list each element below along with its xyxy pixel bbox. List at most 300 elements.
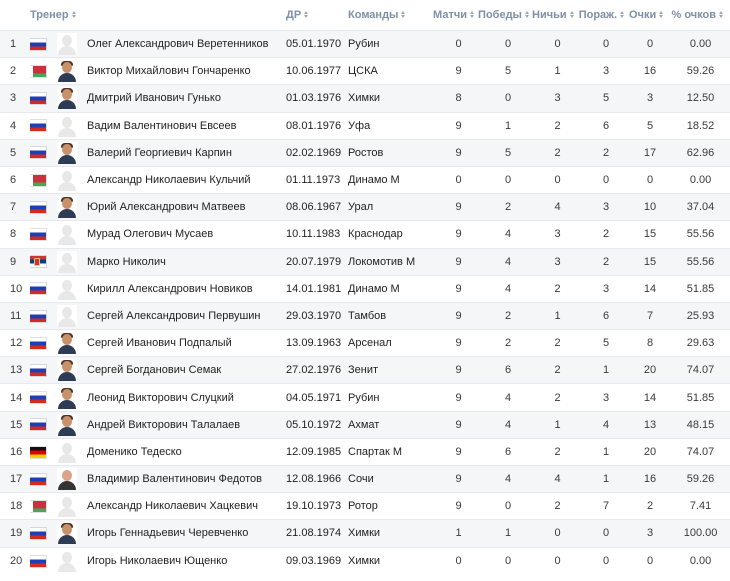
coach-name[interactable]: Игорь Николаевич Ющенко [87, 554, 228, 567]
wins-value: 4 [504, 228, 512, 241]
sort-icon [401, 11, 406, 18]
table-row[interactable] [0, 112, 730, 139]
wins-value: 6 [504, 364, 512, 377]
coach-dob: 02.02.1969 [286, 146, 342, 159]
draws-value: 4 [554, 201, 561, 214]
flag-ru-icon [30, 392, 46, 403]
matches-value: 9 [455, 255, 462, 268]
coach-team[interactable]: Динамо М [348, 282, 400, 295]
table-row[interactable] [0, 275, 730, 302]
coach-name[interactable]: Андрей Викторович Талалаев [87, 418, 241, 431]
coach-name[interactable]: Юрий Александрович Матвеев [87, 201, 246, 214]
avatar-placeholder-icon [57, 223, 77, 245]
points-value: 15 [643, 255, 657, 268]
avatar-placeholder-icon [57, 278, 77, 300]
header-losses[interactable]: Пораж. [577, 0, 629, 31]
avatar-cell [57, 248, 87, 275]
points-value: 15 [643, 228, 657, 241]
points-value: 16 [643, 473, 657, 486]
wins-value: 4 [504, 282, 512, 295]
losses-value: 4 [602, 418, 610, 431]
wins-value: 4 [504, 473, 512, 486]
coach-team[interactable]: Ахмат [348, 418, 380, 431]
coach-dob: 21.08.1974 [286, 527, 342, 540]
row-number: 15 [10, 418, 23, 431]
avatar-cell [57, 547, 87, 574]
pct-value: 55.56 [686, 255, 715, 268]
matches-value: 0 [455, 38, 462, 51]
draws-value: 2 [554, 337, 561, 350]
avatar-cell [57, 85, 87, 112]
row-number: 19 [10, 527, 23, 540]
coach-dob: 10.11.1983 [286, 228, 341, 241]
row-number: 20 [10, 554, 23, 567]
table-row[interactable] [0, 248, 730, 275]
coach-photo [57, 142, 77, 164]
avatar-cell [57, 520, 87, 547]
pct-value: 0.00 [689, 38, 712, 51]
flag-by-icon [30, 501, 46, 512]
avatar-cell [57, 221, 87, 248]
coach-team[interactable]: Ростов [348, 146, 384, 159]
points-value: 10 [643, 201, 657, 214]
points-value: 3 [646, 527, 654, 540]
coach-photo [57, 87, 77, 109]
losses-value: 3 [602, 282, 610, 295]
matches-value: 9 [455, 500, 462, 513]
avatar-cell [57, 384, 87, 411]
coach-team[interactable]: Зенит [348, 364, 379, 377]
matches-value: 9 [455, 282, 462, 295]
pct-value: 25.93 [686, 309, 715, 322]
coach-name[interactable]: Мурад Олегович Мусаев [87, 228, 214, 241]
coach-photo [57, 359, 77, 381]
flag-ru-icon [30, 202, 46, 213]
table-row[interactable] [0, 357, 730, 384]
draws-value: 2 [554, 282, 561, 295]
coach-team[interactable]: Локомотив М [348, 255, 416, 268]
avatar-placeholder-icon [57, 251, 77, 273]
pct-value: 37.04 [686, 201, 715, 214]
pct-value: 55.56 [686, 228, 715, 241]
coach-team[interactable]: Спартак М [348, 445, 402, 458]
points-value: 0 [646, 174, 654, 187]
wins-value: 0 [504, 92, 512, 105]
wins-value: 2 [504, 201, 512, 214]
matches-value: 9 [455, 445, 462, 458]
points-value: 0 [646, 38, 654, 51]
header-coach[interactable]: Тренер [30, 0, 286, 31]
coach-name[interactable]: Леонид Викторович Слуцкий [87, 391, 234, 404]
avatar-placeholder-icon [57, 550, 77, 572]
flag-rs-icon [30, 256, 46, 267]
row-number: 1 [10, 38, 17, 51]
coach-dob: 27.02.1976 [286, 364, 342, 377]
draws-value: 3 [554, 92, 561, 105]
pct-value: 100.00 [683, 527, 718, 540]
coach-dob: 01.03.1976 [286, 92, 342, 105]
coach-team[interactable]: ЦСКА [348, 65, 378, 78]
flag-cell [30, 31, 57, 58]
flag-cell [30, 221, 57, 248]
flag-cell [30, 166, 57, 193]
coach-dob: 12.09.1985 [286, 445, 342, 458]
table-row[interactable] [0, 330, 730, 357]
pct-value: 74.07 [686, 445, 715, 458]
coach-name[interactable]: Кирилл Александрович Новиков [87, 282, 253, 295]
row-number: 3 [10, 92, 17, 105]
flag-cell [30, 520, 57, 547]
coach-name[interactable]: Сергей Иванович Подпалый [87, 337, 232, 350]
wins-value: 0 [504, 500, 512, 513]
points-value: 0 [646, 554, 654, 567]
wins-value: 4 [504, 255, 512, 268]
pct-value: 0.00 [689, 554, 712, 567]
wins-value: 5 [504, 146, 512, 159]
coach-name[interactable]: Игорь Геннадьевич Черевченко [87, 527, 249, 540]
table-row[interactable] [0, 547, 730, 574]
flag-ru-icon [30, 311, 46, 322]
pct-value: 51.85 [686, 391, 715, 404]
coach-team[interactable]: Тамбов [348, 309, 387, 322]
avatar-cell [57, 112, 87, 139]
points-value: 14 [643, 282, 657, 295]
coach-photo [57, 522, 77, 544]
flag-ru-icon [30, 93, 46, 104]
flag-cell [30, 438, 57, 465]
coach-dob: 19.10.1973 [286, 500, 342, 513]
coach-name[interactable]: Марко Николич [87, 255, 166, 268]
avatar-placeholder-icon [57, 115, 77, 137]
coach-team[interactable]: Рубин [348, 38, 380, 51]
flag-ru-icon [30, 419, 46, 430]
table-row[interactable] [0, 194, 730, 221]
flag-cell [30, 384, 57, 411]
coach-dob: 10.06.1977 [286, 65, 342, 78]
points-value: 17 [643, 146, 657, 159]
draws-value: 4 [554, 473, 561, 486]
avatar-placeholder-icon [57, 33, 77, 55]
losses-value: 2 [602, 146, 610, 159]
losses-value: 0 [602, 527, 610, 540]
avatar-cell [57, 357, 87, 384]
draws-value: 1 [554, 309, 561, 322]
coach-team[interactable]: Ротор [348, 500, 378, 513]
avatar-cell [57, 493, 87, 520]
header-pct[interactable]: % очков [665, 0, 730, 31]
flag-cell [30, 58, 57, 85]
table-row[interactable] [0, 221, 730, 248]
coach-name[interactable]: Сергей Александрович Первушин [87, 309, 261, 322]
table-row[interactable] [0, 493, 730, 520]
flag-ru-icon [30, 365, 46, 376]
table-header [0, 0, 730, 31]
coach-team[interactable]: Динамо М [348, 174, 400, 187]
header-points[interactable]: Очки [629, 0, 665, 31]
draws-value: 2 [554, 146, 561, 159]
coach-name[interactable]: Владимир Валентинович Федотов [87, 473, 262, 486]
flag-ru-icon [30, 229, 46, 240]
wins-value: 2 [504, 337, 512, 350]
pct-value: 0.00 [689, 174, 712, 187]
matches-value: 1 [455, 527, 462, 540]
coach-team[interactable]: Краснодар [348, 228, 403, 241]
avatar-cell [57, 466, 87, 493]
flag-cell [30, 248, 57, 275]
matches-value: 9 [455, 119, 462, 132]
row-number: 17 [10, 473, 23, 486]
flag-ru-icon [30, 39, 46, 50]
flag-ru-icon [30, 556, 46, 567]
coach-name[interactable]: Дмитрий Иванович Гунько [87, 92, 221, 105]
flag-cell [30, 85, 57, 112]
row-number: 16 [10, 445, 23, 458]
matches-value: 9 [455, 473, 462, 486]
header-dob[interactable]: ДР [286, 0, 348, 31]
avatar-cell [57, 58, 87, 85]
coach-team[interactable]: Химки [348, 527, 381, 540]
points-value: 3 [646, 92, 654, 105]
coach-name[interactable]: Александр Николаевич Хацкевич [87, 500, 258, 513]
table-row[interactable] [0, 85, 730, 112]
row-number: 9 [10, 255, 17, 268]
wins-value: 2 [504, 309, 512, 322]
coach-dob: 29.03.1970 [286, 309, 342, 322]
coach-photo [57, 60, 77, 82]
losses-value: 6 [602, 309, 610, 322]
matches-value: 9 [455, 65, 462, 78]
coach-team[interactable]: Рубин [348, 391, 380, 404]
table-row[interactable] [0, 302, 730, 329]
coach-dob: 05.10.1972 [286, 418, 342, 431]
pct-value: 12.50 [686, 92, 715, 105]
flag-cell [30, 275, 57, 302]
table-row[interactable] [0, 466, 730, 493]
wins-value: 5 [504, 65, 512, 78]
row-number: 10 [10, 282, 23, 295]
row-number: 14 [10, 391, 23, 404]
table-row[interactable] [0, 166, 730, 193]
row-number: 4 [10, 119, 17, 132]
draws-value: 1 [554, 418, 561, 431]
losses-value: 1 [602, 364, 610, 377]
coach-photo [57, 414, 77, 436]
flag-cell [30, 547, 57, 574]
flag-by-icon [30, 175, 46, 186]
coach-dob: 09.03.1969 [286, 554, 342, 567]
wins-value: 4 [504, 391, 512, 404]
draws-value: 1 [554, 65, 561, 78]
pct-value: 74.07 [686, 364, 715, 377]
sort-icon [659, 11, 664, 18]
coach-dob: 20.07.1979 [286, 255, 342, 268]
avatar-placeholder-icon [57, 305, 77, 327]
avatar-cell [57, 330, 87, 357]
wins-value: 0 [504, 554, 512, 567]
avatar-placeholder-icon [57, 441, 77, 463]
coach-photo [57, 468, 77, 490]
points-value: 13 [643, 418, 657, 431]
row-number: 18 [10, 500, 23, 513]
coach-team[interactable]: Химки [348, 92, 381, 105]
sort-icon [304, 11, 309, 18]
coach-name[interactable]: Сергей Богданович Семак [87, 364, 222, 377]
coach-name[interactable]: Валерий Георгиевич Карпин [87, 146, 232, 159]
flag-cell [30, 139, 57, 166]
wins-value: 0 [504, 174, 512, 187]
flag-ru-icon [30, 283, 46, 294]
flag-cell [30, 411, 57, 438]
pct-value: 48.15 [686, 418, 715, 431]
draws-value: 2 [554, 500, 561, 513]
coach-name[interactable]: Олег Александрович Веретенников [87, 38, 269, 51]
draws-value: 2 [554, 391, 561, 404]
matches-value: 9 [455, 337, 462, 350]
coach-name[interactable]: Доменико Тедеско [87, 445, 182, 458]
matches-value: 0 [455, 554, 462, 567]
flag-cell [30, 112, 57, 139]
draws-value: 0 [554, 554, 561, 567]
flag-cell [30, 194, 57, 221]
matches-value: 9 [455, 146, 462, 159]
row-number: 13 [10, 364, 23, 377]
avatar-cell [57, 275, 87, 302]
header-matches[interactable]: Матчи [433, 0, 478, 31]
losses-value: 1 [602, 445, 610, 458]
row-number: 5 [10, 146, 17, 159]
pct-value: 59.26 [686, 65, 715, 78]
table-row[interactable] [0, 438, 730, 465]
avatar-cell [57, 166, 87, 193]
sort-icon [470, 11, 475, 18]
row-number: 12 [10, 337, 23, 350]
coach-team[interactable]: Химки [348, 554, 381, 567]
points-value: 20 [643, 445, 657, 458]
flag-cell [30, 466, 57, 493]
row-number: 6 [10, 174, 17, 187]
avatar-cell [57, 302, 87, 329]
pct-value: 7.41 [689, 500, 712, 513]
wins-value: 1 [504, 527, 512, 540]
flag-ru-icon [30, 474, 46, 485]
sort-icon [719, 11, 724, 18]
losses-value: 0 [602, 174, 610, 187]
avatar-cell [57, 194, 87, 221]
row-number: 11 [10, 309, 22, 322]
table-row[interactable] [0, 411, 730, 438]
table-row[interactable] [0, 58, 730, 85]
matches-value: 0 [455, 174, 462, 187]
flag-ru-icon [30, 528, 46, 539]
pct-value: 62.96 [686, 146, 715, 159]
losses-value: 0 [602, 38, 610, 51]
coach-name[interactable]: Вадим Валентинович Евсеев [87, 119, 237, 132]
coach-dob: 13.09.1963 [286, 337, 342, 350]
sort-icon [570, 11, 575, 18]
matches-value: 9 [455, 201, 462, 214]
avatar-placeholder-icon [57, 169, 77, 191]
matches-value: 8 [455, 92, 462, 105]
coach-dob: 08.01.1976 [286, 119, 342, 132]
flag-cell [30, 357, 57, 384]
coach-photo [57, 332, 77, 354]
draws-value: 0 [554, 38, 561, 51]
row-number: 2 [10, 65, 17, 78]
row-number: 7 [10, 201, 17, 214]
matches-value: 9 [455, 391, 462, 404]
sort-icon [620, 11, 625, 18]
flag-ru-icon [30, 147, 46, 158]
avatar-cell [57, 139, 87, 166]
matches-value: 9 [455, 364, 462, 377]
flag-cell [30, 493, 57, 520]
points-value: 8 [646, 337, 654, 350]
coach-dob: 14.01.1981 [286, 282, 342, 295]
sort-icon [72, 11, 77, 18]
points-value: 20 [643, 364, 657, 377]
matches-value: 9 [455, 418, 462, 431]
wins-value: 6 [504, 445, 512, 458]
coach-dob: 04.05.1971 [286, 391, 342, 404]
avatar-cell [57, 411, 87, 438]
coach-team[interactable]: Урал [348, 201, 374, 214]
coach-dob: 01.11.1973 [286, 174, 341, 187]
avatar-cell [57, 31, 87, 58]
losses-value: 7 [602, 500, 610, 513]
pct-value: 18.52 [686, 119, 715, 132]
points-value: 7 [646, 309, 654, 322]
coach-dob: 12.08.1966 [286, 473, 342, 486]
coach-team[interactable]: Арсенал [348, 337, 392, 350]
header-wins[interactable]: Победы [478, 0, 532, 31]
table-row[interactable] [0, 139, 730, 166]
pct-value: 51.85 [686, 282, 715, 295]
wins-value: 0 [504, 38, 512, 51]
losses-value: 3 [602, 391, 610, 404]
pct-value: 29.63 [686, 337, 715, 350]
draws-value: 3 [554, 228, 561, 241]
coach-photo [57, 196, 77, 218]
wins-value: 4 [504, 418, 512, 431]
avatar-cell [57, 438, 87, 465]
flag-cell [30, 330, 57, 357]
draws-value: 0 [554, 174, 561, 187]
draws-value: 2 [554, 119, 561, 132]
coach-name[interactable]: Виктор Михайлович Гончаренко [87, 65, 251, 78]
coach-dob: 05.01.1970 [286, 38, 342, 51]
draws-value: 2 [554, 445, 561, 458]
coach-name[interactable]: Александр Николаевич Кульчий [87, 174, 251, 187]
sort-icon [525, 11, 530, 18]
avatar-placeholder-icon [57, 495, 77, 517]
table-row[interactable] [0, 520, 730, 547]
coach-team[interactable]: Уфа [348, 119, 371, 132]
flag-cell [30, 302, 57, 329]
table-row[interactable] [0, 31, 730, 58]
flag-by-icon [30, 66, 46, 77]
row-number: 8 [10, 228, 17, 241]
draws-value: 3 [554, 255, 561, 268]
losses-value: 2 [602, 228, 610, 241]
header-team[interactable]: Команды [348, 0, 433, 31]
matches-value: 9 [455, 228, 462, 241]
table-row[interactable] [0, 384, 730, 411]
header-draws[interactable]: Ничьи [532, 0, 577, 31]
losses-value: 5 [602, 337, 610, 350]
coach-team[interactable]: Сочи [348, 473, 374, 486]
draws-value: 2 [554, 364, 561, 377]
matches-value: 9 [455, 309, 462, 322]
